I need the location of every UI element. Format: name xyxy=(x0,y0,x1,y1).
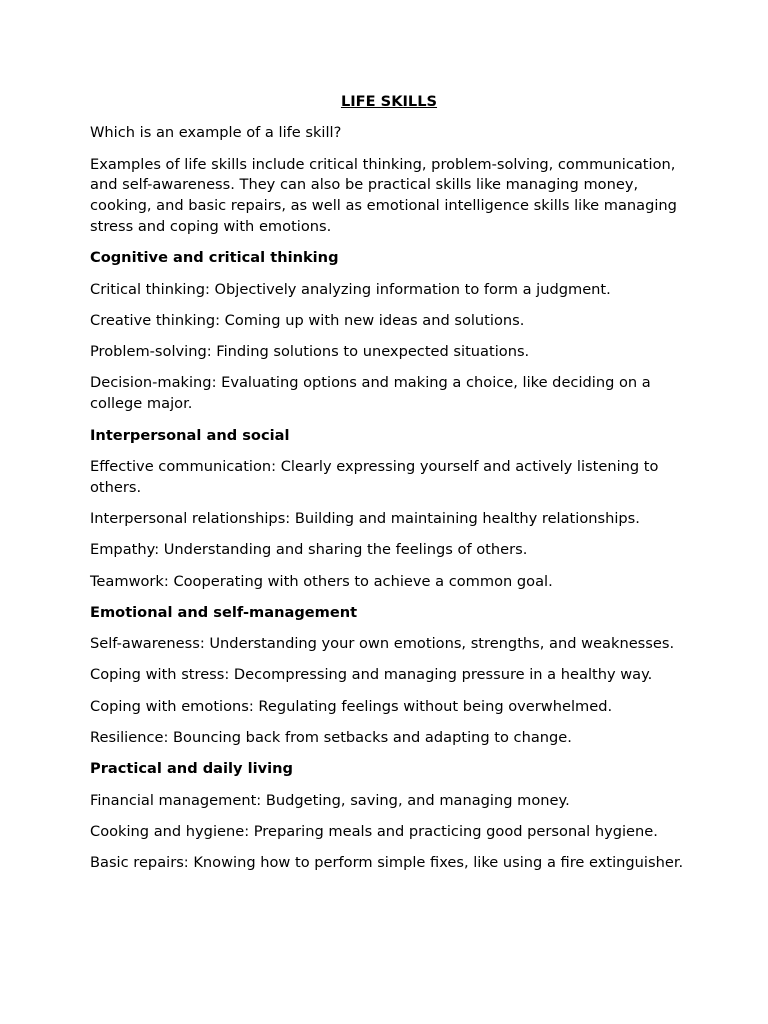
list-item: Empathy: Understanding and sharing the feelings of others. xyxy=(90,541,528,559)
list-item: Problem-solving: Finding solutions to unexpected situations. xyxy=(90,343,530,361)
section-heading-emotional: Emotional and self-management xyxy=(90,603,358,621)
list-item: Coping with stress: Decompressing and managing pressure in a healthy way. xyxy=(90,666,653,684)
section-heading-practical: Practical and daily living xyxy=(90,760,293,778)
document-title: LIFE SKILLS xyxy=(340,93,438,110)
list-item: Interpersonal relationships: Building and maintaining healthy relationships. xyxy=(90,509,640,527)
list-item: Basic repairs: Knowing how to perform simple fixes, like using a fire extinguisher. xyxy=(90,854,684,872)
list-item: Creative thinking: Coming up with new ideas and solutions. xyxy=(90,311,525,329)
list-item: Effective communication: Clearly expressing yourself and actively listening to others. xyxy=(90,457,659,496)
list-item: Self-awareness: Understanding your own emotions, strengths, and weaknesses. xyxy=(90,635,675,653)
list-item: Critical thinking: Objectively analyzing information to form a judgment. xyxy=(90,280,611,298)
list-item: Cooking and hygiene: Preparing meals and practicing good personal hygiene. xyxy=(90,822,658,840)
section-heading-cognitive: Cognitive and critical thinking xyxy=(90,249,339,267)
intro-paragraph: Examples of life skills include critical thinking, problem-solving, communication, and self-awareness. They can also be practical skills like managing money, cooking, and basic repairs, as well as emotional intelligence skills like managing stress and coping with emotions. xyxy=(90,155,677,235)
list-item: Decision-making: Evaluating options and making a choice, like deciding on a college major. xyxy=(90,374,651,413)
list-item: Resilience: Bouncing back from setbacks and adapting to change. xyxy=(90,729,572,747)
question-text: Which is an example of a life skill? xyxy=(90,124,342,142)
list-item: Teamwork: Cooperating with others to achieve a common goal. xyxy=(90,572,553,590)
document-page xyxy=(90,92,690,885)
list-item: Coping with emotions: Regulating feelings without being overwhelmed. xyxy=(90,697,613,715)
list-item: Financial management: Budgeting, saving, and managing money. xyxy=(90,791,570,809)
section-heading-interpersonal: Interpersonal and social xyxy=(90,426,290,444)
